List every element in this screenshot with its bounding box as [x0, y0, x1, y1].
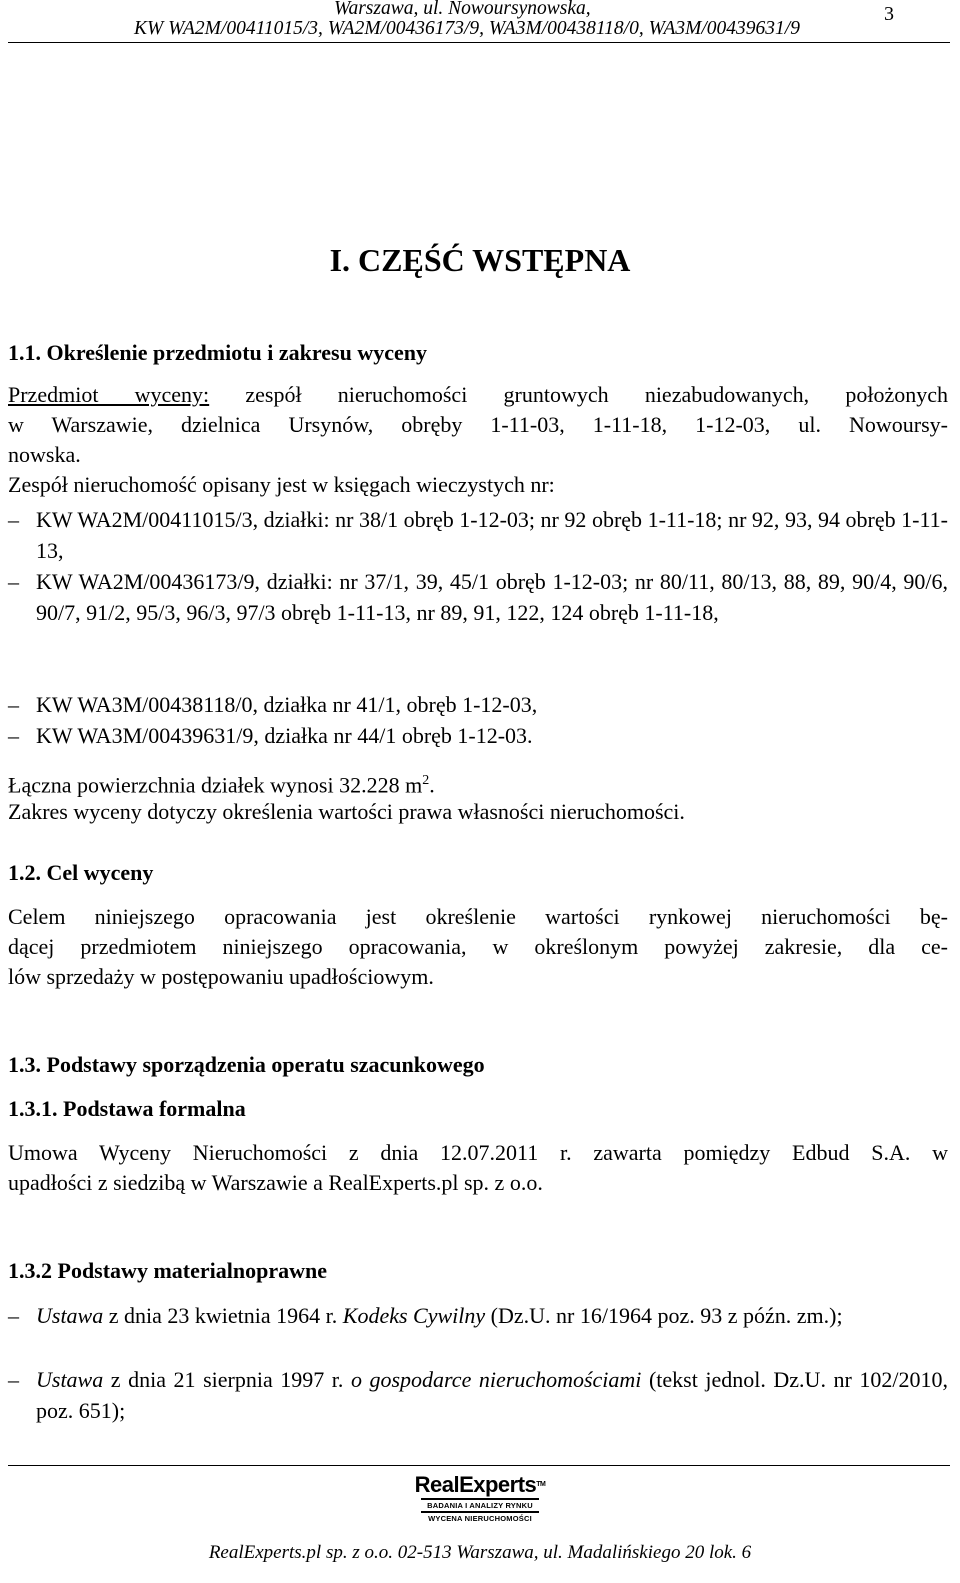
subject-line-1-text: zespół nieruchomości gruntowych niezabudowanych, położonych	[209, 382, 948, 407]
subject-line-2: w Warszawie, dzielnica Ursynów, obręby 1-11-03, 1-11-18, 1-12-03, ul. Nowoursy-	[8, 412, 948, 437]
law-title: o gospodarce nieruchomościami	[350, 1367, 642, 1392]
subject-line-3: nowska.	[8, 442, 81, 467]
purpose-line-3: lów sprzedaży w postępowaniu upadłościowym.	[8, 964, 434, 989]
section-1-2-heading: 1.2. Cel wyceny	[8, 860, 154, 885]
law-list-item	[8, 1300, 948, 1331]
purpose-line-1: Celem niniejszego opracowania jest określenie wartości rynkowej nieruchomości bę-	[8, 904, 948, 929]
law-title: Kodeks Cywilny	[342, 1303, 486, 1328]
logo-wordmark	[0, 1473, 960, 1497]
kw-list-item	[8, 720, 948, 751]
law-reference: (Dz.U. nr 16/1964 poz. 93 z późn. zm.);	[485, 1303, 843, 1328]
footer-rule	[8, 1465, 950, 1466]
header-location: Warszawa, ul. Nowoursynowska,	[334, 0, 591, 19]
section-1-1-heading: 1.1. Określenie przedmiotu i zakresu wyceny	[8, 340, 427, 365]
kw-item-text: KW WA3M/00438118/0, działka nr 41/1, obręb 1-12-03,	[36, 692, 538, 717]
kw-list-item	[8, 566, 948, 628]
law-name: Ustawa	[36, 1303, 104, 1328]
logo-tm: TM	[536, 1481, 546, 1488]
logo-tagline-1: BADANIA I ANALIZY RYNKU	[427, 1501, 533, 1510]
realexperts-logo	[0, 1473, 960, 1523]
formal-basis-line-2: upadłości z siedzibą w Warszawie a RealExperts.pl sp. z o.o.	[8, 1170, 543, 1195]
chapter-title: I. CZĘŚĆ WSTĘPNA	[329, 242, 631, 278]
dash-bullet: –	[8, 569, 19, 594]
subject-line-1	[8, 380, 948, 410]
law-date: z dnia 21 sierpnia 1997 r.	[103, 1367, 351, 1392]
area-superscript: 2	[422, 773, 430, 788]
law-list-item	[8, 1364, 948, 1426]
purpose-line-2: dącej przedmiotem niniejszego opracowania, w określonym powyżej zakresie, dla ce-	[8, 934, 948, 959]
law-reference: (tekst jednol. Dz.U. nr 102/2010, poz. 651);	[36, 1367, 948, 1423]
total-area	[8, 766, 948, 800]
kw-item-text: KW WA2M/00436173/9, działki: nr 37/1, 39, 45/1 obręb 1-12-03; nr 80/11, 80/13, 88, 89, 90/4, 90/6, 90/7, 91/2, 95/3, 96/3, 97/3 obręb 1-11-13, nr 89, 91, 122, 124 obręb 1-11-18,	[36, 569, 948, 625]
dash-bullet: –	[8, 723, 19, 748]
logo-bar	[421, 1498, 539, 1500]
formal-basis-line-1: Umowa Wyceny Nieruchomości z dnia 12.07.2011 r. zawarta pomiędzy Edbud S.A. w	[8, 1140, 948, 1165]
logo-bar	[421, 1511, 539, 1513]
law-name: Ustawa	[36, 1367, 104, 1392]
total-area-end: .	[429, 772, 435, 798]
section-1-3-heading: 1.3. Podstawy sporządzenia operatu szacunkowego	[8, 1052, 485, 1077]
section-1-3-1-heading: 1.3.1. Podstawa formalna	[8, 1096, 246, 1121]
subject-label: Przedmiot wyceny:	[8, 382, 210, 407]
law-item-text	[36, 1300, 948, 1331]
dash-bullet: –	[8, 1303, 19, 1328]
dash-bullet: –	[8, 507, 19, 532]
dash-bullet: –	[8, 1367, 19, 1392]
law-date: z dnia 23 kwietnia 1964 r.	[103, 1303, 343, 1328]
dash-bullet: –	[8, 692, 19, 717]
header-rule	[8, 42, 950, 43]
kw-list-item	[8, 689, 948, 720]
logo-tagline-2: WYCENA NIERUCHOMOŚCI	[428, 1514, 532, 1523]
logo-name: RealExperts	[414, 1472, 537, 1497]
section-1-3-2-heading: 1.3.2 Podstawy materialnoprawne	[8, 1258, 327, 1283]
kw-list-item	[8, 504, 948, 566]
kw-intro: Zespół nieruchomość opisany jest w księgach wieczystych nr:	[8, 472, 555, 497]
kw-item-text: KW WA3M/00439631/9, działka nr 44/1 obręb 1-12-03.	[36, 723, 533, 748]
header-kw-numbers: KW WA2M/00411015/3, WA2M/00436173/9, WA3M/00438118/0, WA3M/00439631/9	[134, 18, 800, 39]
total-area-text: Łączna powierzchnia działek wynosi 32.228 m	[8, 772, 423, 798]
scope-text: Zakres wyceny dotyczy określenia wartości prawa własności nieruchomości.	[8, 799, 685, 824]
footer-address: RealExperts.pl sp. z o.o. 02-513 Warszawa, ul. Madalińskiego 20 lok. 6	[208, 1542, 752, 1563]
kw-item-text: KW WA2M/00411015/3, działki: nr 38/1 obręb 1-12-03; nr 92 obręb 1-11-18; nr 92, 93, 94 obręb 1-11-13,	[36, 507, 948, 563]
law-item-text	[36, 1364, 948, 1426]
page-number: 3	[884, 3, 894, 25]
